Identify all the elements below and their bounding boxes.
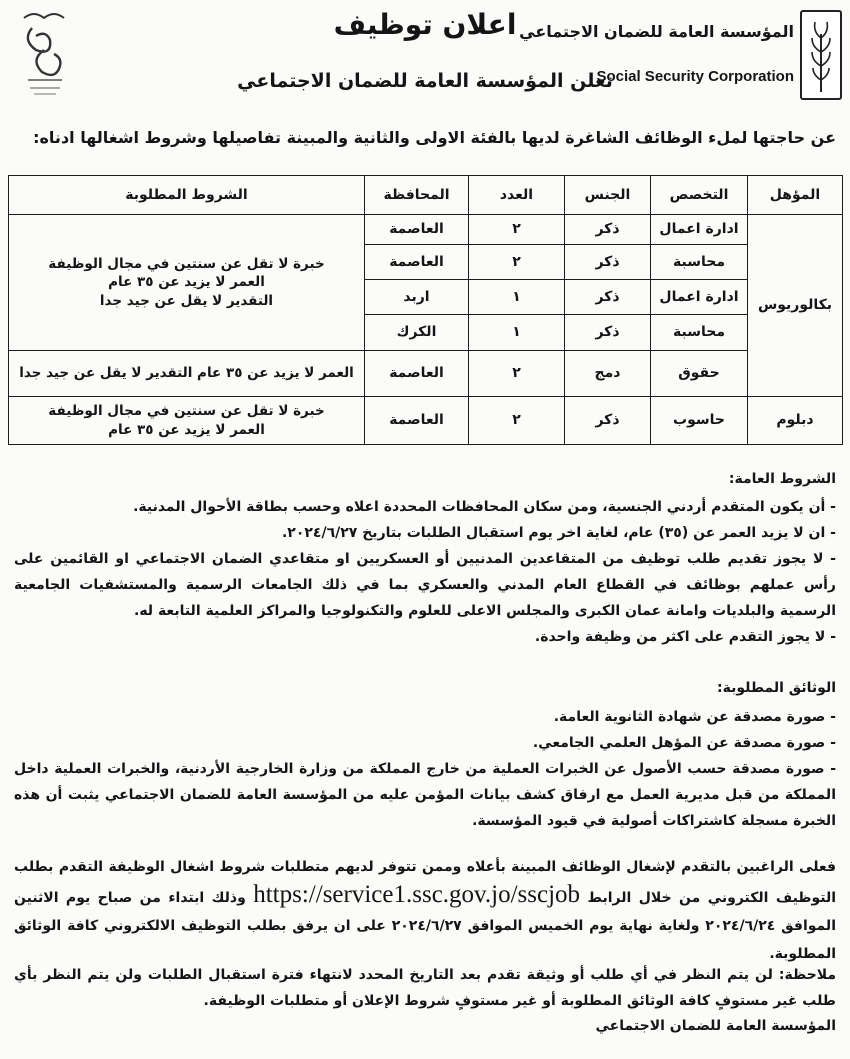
qualification-bachelor: بكالوريوس	[748, 215, 843, 397]
cell-specialty: ادارة اعمال	[651, 215, 748, 245]
cell-specialty: محاسبة	[651, 245, 748, 280]
intro-text: عن حاجتها لملء الوظائف الشاغرة لديها بالفئة الاولى والثانية والمبينة تفاصيلها وشروط اشغالها ادناه:	[33, 128, 836, 147]
cell-gender: ذكر	[565, 397, 651, 445]
vacancies-table	[8, 175, 843, 445]
cell-specialty: حاسوب	[651, 397, 748, 445]
header-governorate: المحافظة	[365, 176, 469, 215]
apply-text-before: فعلى الراغبين بالتقدم لإشغال الوظائف المبينة بأعلاه وممن تتوفر لديهم متطلبات شروط اشغال الوظيفة التقدم بطلب التوظيف الكتروني من خلال الرابط	[14, 859, 837, 906]
header-conditions: الشروط المطلوبة	[9, 176, 365, 215]
condition-line: التقدير لا يقل عن جيد جدا	[99, 292, 274, 309]
ad-subtitle: تعلن المؤسسة العامة للضمان الاجتماعي	[237, 70, 613, 92]
list-item: - أن يكون المتقدم أردني الجنسية، ومن سكان المحافظات المحددة اعلاه وحسب بطاقة الأحوال المدنية.	[133, 499, 836, 515]
cell-gender: ذكر	[565, 280, 651, 315]
cell-count: ١	[469, 315, 565, 351]
table-row	[9, 351, 843, 397]
apply-text-after: وذلك ابتداء من صباح يوم الاثنين الموافق ٢٠٢٤/٦/٢٤ ولغاية نهاية يوم الخميس الموافق ٢٠٢٤/٦/٢٧ على ان يرفق بطلب التوظيف الالكتروني كافة الوثائق المطلوبة.	[14, 890, 836, 962]
org-name-english: Social Security Corporation	[596, 68, 794, 85]
list-item: - ان لا يزيد العمر عن (٣٥) عام، لغاية اخر يوم استقبال الطلبات بتاريخ ٢٠٢٤/٦/٢٧.	[281, 525, 836, 541]
qualification-diploma: دبلوم	[748, 397, 843, 445]
condition-line: خبرة لا تقل عن سنتين في مجال الوظيفة	[48, 403, 325, 420]
ad-title: اعلان توظيف	[333, 8, 517, 41]
cell-count: ١	[469, 280, 565, 315]
cell-specialty: ادارة اعمال	[651, 280, 748, 315]
documents-heading: الوثائق المطلوبة:	[716, 680, 836, 696]
list-item: - لا يجوز التقدم على اكثر من وظيفة واحدة.	[534, 629, 836, 645]
signature: المؤسسة العامة للضمان الاجتماعي	[595, 1018, 836, 1034]
cell-count: ٢	[469, 215, 565, 245]
application-link[interactable]: https://service1.ssc.gov.jo/sscjob	[253, 881, 581, 908]
conditions-diploma	[9, 397, 365, 445]
header-specialty: التخصص	[651, 176, 748, 215]
cell-gender: دمج	[565, 351, 651, 397]
list-item: - صورة مصدقة عن المؤهل العلمي الجامعي.	[532, 735, 836, 751]
list-item: - صورة مصدقة حسب الأصول عن الخبرات العملية من خارج المملكة من وزارة الخارجية الأردنية، والخبرات العملية داخل المملكة من قبل مديرية العمل مع ارفاق كشف بيانات المؤمن عليه من المؤسسة العامة للضمان الاجتماعي يثبت أن هذه الخبرة مسجلة كاشتراكات أصولية في قيود المؤسسة.	[14, 761, 836, 829]
list-item: - صورة مصدقة عن شهادة الثانوية العامة.	[553, 709, 836, 725]
cell-count: ٢	[469, 397, 565, 445]
org-name-arabic: المؤسسة العامة للضمان الاجتماعي	[519, 22, 794, 41]
header-count: العدد	[469, 176, 565, 215]
general-conditions-list	[14, 494, 836, 650]
cell-governorate: اربد	[365, 280, 469, 315]
cell-governorate: الكرك	[365, 315, 469, 351]
cell-count: ٢	[469, 351, 565, 397]
cell-gender: ذكر	[565, 315, 651, 351]
cell-governorate: العاصمة	[365, 397, 469, 445]
cell-gender: ذكر	[565, 245, 651, 280]
conditions-group-1	[9, 215, 365, 351]
condition-line: خبرة لا تقل عن سنتين في مجال الوظيفة	[48, 256, 325, 273]
condition-line: العمر لا يزيد عن ٣٥ عام	[108, 421, 265, 438]
general-conditions-heading: الشروط العامة:	[728, 471, 836, 487]
cell-specialty: محاسبة	[651, 315, 748, 351]
documents-list	[14, 704, 836, 834]
apply-paragraph	[14, 853, 836, 968]
header-qualification: المؤهل	[748, 176, 843, 215]
condition-line: العمر لا يزيد عن ٣٥ عام	[108, 274, 265, 291]
table-header-row	[9, 176, 843, 215]
cell-count: ٢	[469, 245, 565, 280]
cell-governorate: العاصمة	[365, 215, 469, 245]
header-gender: الجنس	[565, 176, 651, 215]
list-item: - لا يجوز تقديم طلب توظيف من المتقاعدين المدنيين أو العسكريين او متقاعدي الضمان الاجتماعي او القائمين على رأس عملهم بوظائف في القطاع العام المدني والعسكري بما في ذلك الجامعات الرسمية والمستشفيات الجامعية الرسمية والبلديات وامانة عمان الكبرى والمجلس الاعلى للعلوم والتكنولوجيا والمراكز العلمية التابعة له.	[14, 551, 836, 619]
table-row	[9, 215, 843, 245]
table-row	[9, 397, 843, 445]
cell-governorate: العاصمة	[365, 245, 469, 280]
cell-specialty: حقوق	[651, 351, 748, 397]
note-paragraph: ملاحظة: لن يتم النظر في أي طلب أو وثيقة تقدم بعد التاريخ المحدد لانتهاء فترة استقبال الطلبات ولن يتم النظر بأي طلب غير مستوفٍ كافة الوثائق المطلوبة أو غير مستوفٍ شروط الإعلان أو متطلبات الوظيفة.	[14, 967, 836, 1009]
cell-gender: ذكر	[565, 215, 651, 245]
conditions-law: العمر لا يزيد عن ٣٥ عام التقدير لا يقل عن جيد جدا	[9, 351, 365, 397]
cell-governorate: العاصمة	[365, 351, 469, 397]
